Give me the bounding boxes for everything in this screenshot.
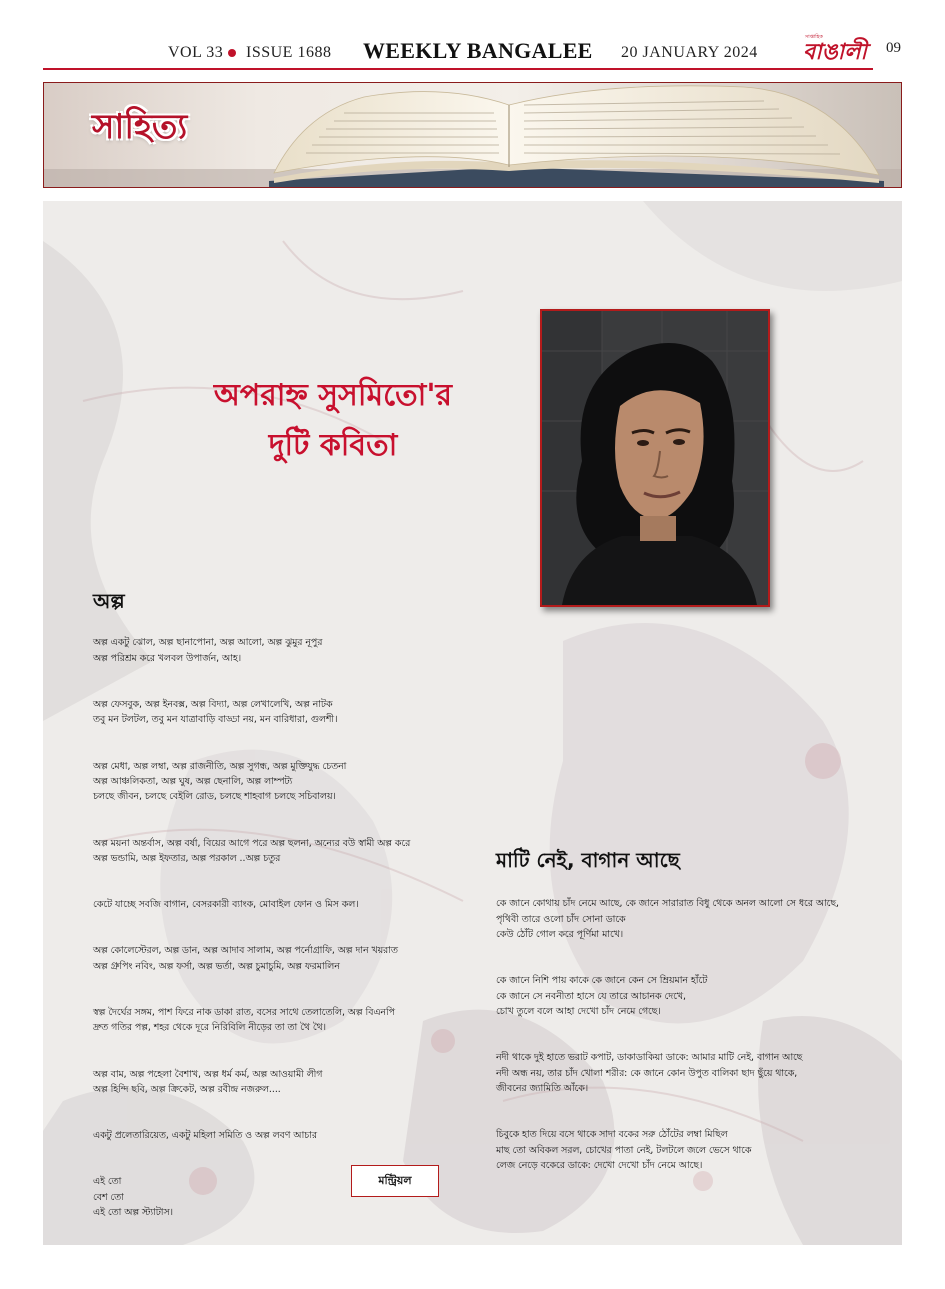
headline-line-1: অপরাহ্ন সুসমিতো'র	[213, 378, 453, 413]
publication-title: WEEKLY BANGALEE	[363, 38, 593, 63]
poem-1-stanza: অল্প কোলেস্টেরল, অল্প ডান, অল্প আদাব সালাম, অল্প পর্নোগ্রাফি, অল্প দান খয়রাত অল্প গ্রুপিং নবিং, অল্প ফর্সা, অল্প ভর্তা, অল্প চুমাচুমি, অল্প ফরমালিন	[93, 945, 398, 972]
poet-portrait-photo	[540, 309, 770, 607]
poem-2-title: মাটি নেই, বাগান আছে	[496, 848, 680, 872]
poem-1-stanza: অল্প একটু ঝোল, অল্প ছানাপোনা, অল্প আলো, অল্প ঝুমুর নূপুর অল্প পরিশ্রম করে খলবল উপার্জন, আহ।	[93, 637, 323, 664]
poem-1-stanza: একটু প্রলেতারিয়েত, একটু মহিলা সমিতি ও অল্প লবণ আচার	[93, 1130, 317, 1142]
publication-logo: বাঙালী	[803, 40, 867, 65]
page-number: 09	[886, 40, 901, 56]
volume-label: VOL 33	[168, 44, 224, 61]
poem-1-stanza: অল্প ময়না অন্তর্বাস, অল্প বর্ষা, বিয়ের আগে পরে অল্প ছলনা, অন্যের বউ স্বামী অল্প করে অল্প ভন্ডামি, অল্প ইফতার, অল্প পরকাল ..অল্প চতুর	[93, 837, 411, 865]
poem-1-stanza: কেটে যাচ্ছে সবজি বাগান, বেসরকারী ব্যাংক, মোবাইল ফোন ও মিস কল।	[93, 899, 359, 911]
section-banner	[43, 82, 902, 188]
article-area	[43, 201, 902, 1245]
article-headline	[173, 371, 493, 471]
author-location-credit: মন্ট্রিয়ল	[351, 1165, 439, 1197]
masthead	[43, 36, 902, 70]
headline-line-2: দুটি কবিতা	[268, 428, 398, 463]
section-label: সাহিত্য	[92, 107, 188, 147]
poem-2-stanza: কে জানে কোথায় চাঁদ নেমে আছে, কে জানে সারারাত বিধু থেকে অনল আলো সে ধরে আছে, পৃথিবী তারে ওলো চাঁদ সোনা ডাকে কেউ ঠোঁট গোল করে পূর্ণিমা মাখে।	[496, 898, 840, 941]
poem-1-stanza: অল্প মেধা, অল্প লম্বা, অল্প রাজনীতি, অল্প সুগন্ধ, অল্প মুক্তিযুদ্ধ চেতনা অল্প আঞ্চলিকতা, অল্প ঘুষ, অল্প ছেনালি, অল্প লাম্পট্য চলছে জীবন, চলছে বেইলি রোড, চলছে শাহবাগ চলছে সচিবালয়।	[93, 760, 347, 803]
poem-2-body	[496, 881, 896, 1204]
poem-1-title: অল্প	[93, 589, 125, 613]
issue-date: 20 JANUARY 2024	[621, 44, 758, 61]
logo-tagline: সাপ্তাহিক	[805, 34, 823, 40]
poem-2-stanza: নদী থাকে দুই হাতে ভরাট কপাট, ডাকাডাকিয়া ডাকে: আমার মাটি নেই, বাগান আছে নদী অন্ধ নয়, তার চাঁদ খোলা শরীর: কে জানে কোন উপুত বালিকা ছাদ ছুঁয়ে থাকে, জীবনের জ্যামিতি আঁকে।	[496, 1052, 803, 1095]
poem-1-stanza: এই তো বেশ তো এই তো অল্প স্ট্যাটাস।	[93, 1176, 173, 1219]
poem-1-body	[93, 620, 533, 1245]
poem-2-stanza: কে জানে নিশি পায় কাকে কে জানে কেন সে ম্রিয়মান হাঁটে কে জানে সে নবনীতা হাসে যে তারে আচানক দেখে, চোখ তুলে বলে আহা দেখো চাঁদ নেমে গেছে।	[496, 975, 708, 1018]
separator-dot-icon	[228, 49, 236, 57]
issue-label: ISSUE 1688	[246, 44, 332, 61]
poem-1-stanza: স্বল্প দৈর্ঘের সঙ্গম, পাশ ফিরে নাক ডাকা রাত, বসের সাথে তেলাতেলি, অল্প বিএনপি দ্রুত গতির পল্প, শহর থেকে দূরে নিরিবিলি নীড়ের তা তা থৈ থৈ।	[93, 1007, 395, 1034]
poem-1-stanza: অল্প বাম, অল্প পহেলা বৈশাখ, অল্প ধর্ম কর্ম, অল্প আওয়ামী লীগ অল্প হিন্দি ছবি, অল্প ক্রিকেট, অল্প রবীন্দ্র নজরুল....	[93, 1068, 323, 1096]
masthead-divider	[43, 68, 873, 70]
poem-1-stanza: অল্প ফেসবুক, অল্প ইনবক্স, অল্প বিদ্যা, অল্প লেখালেখি, অল্প নাটক তবু মন টলটল, তবু মন যাত্রাবাড়ি বাড্ডা নয়, মন বারিধারা, গুলশী।	[93, 699, 338, 726]
portrait-image	[542, 311, 768, 605]
poem-2-stanza: চিবুকে হাত দিয়ে বসে থাকে সাদা বকের সরু ঠোঁটের লম্বা মিছিল মাছ তো অবিকল সরল, চোখের পাতা নেই, টলটলে জলে ভেসে থাকে লেজ নেড়ে বকেরে ডাকে: দেখো দেখো চাঁদ নেমে আছে।	[496, 1129, 752, 1172]
